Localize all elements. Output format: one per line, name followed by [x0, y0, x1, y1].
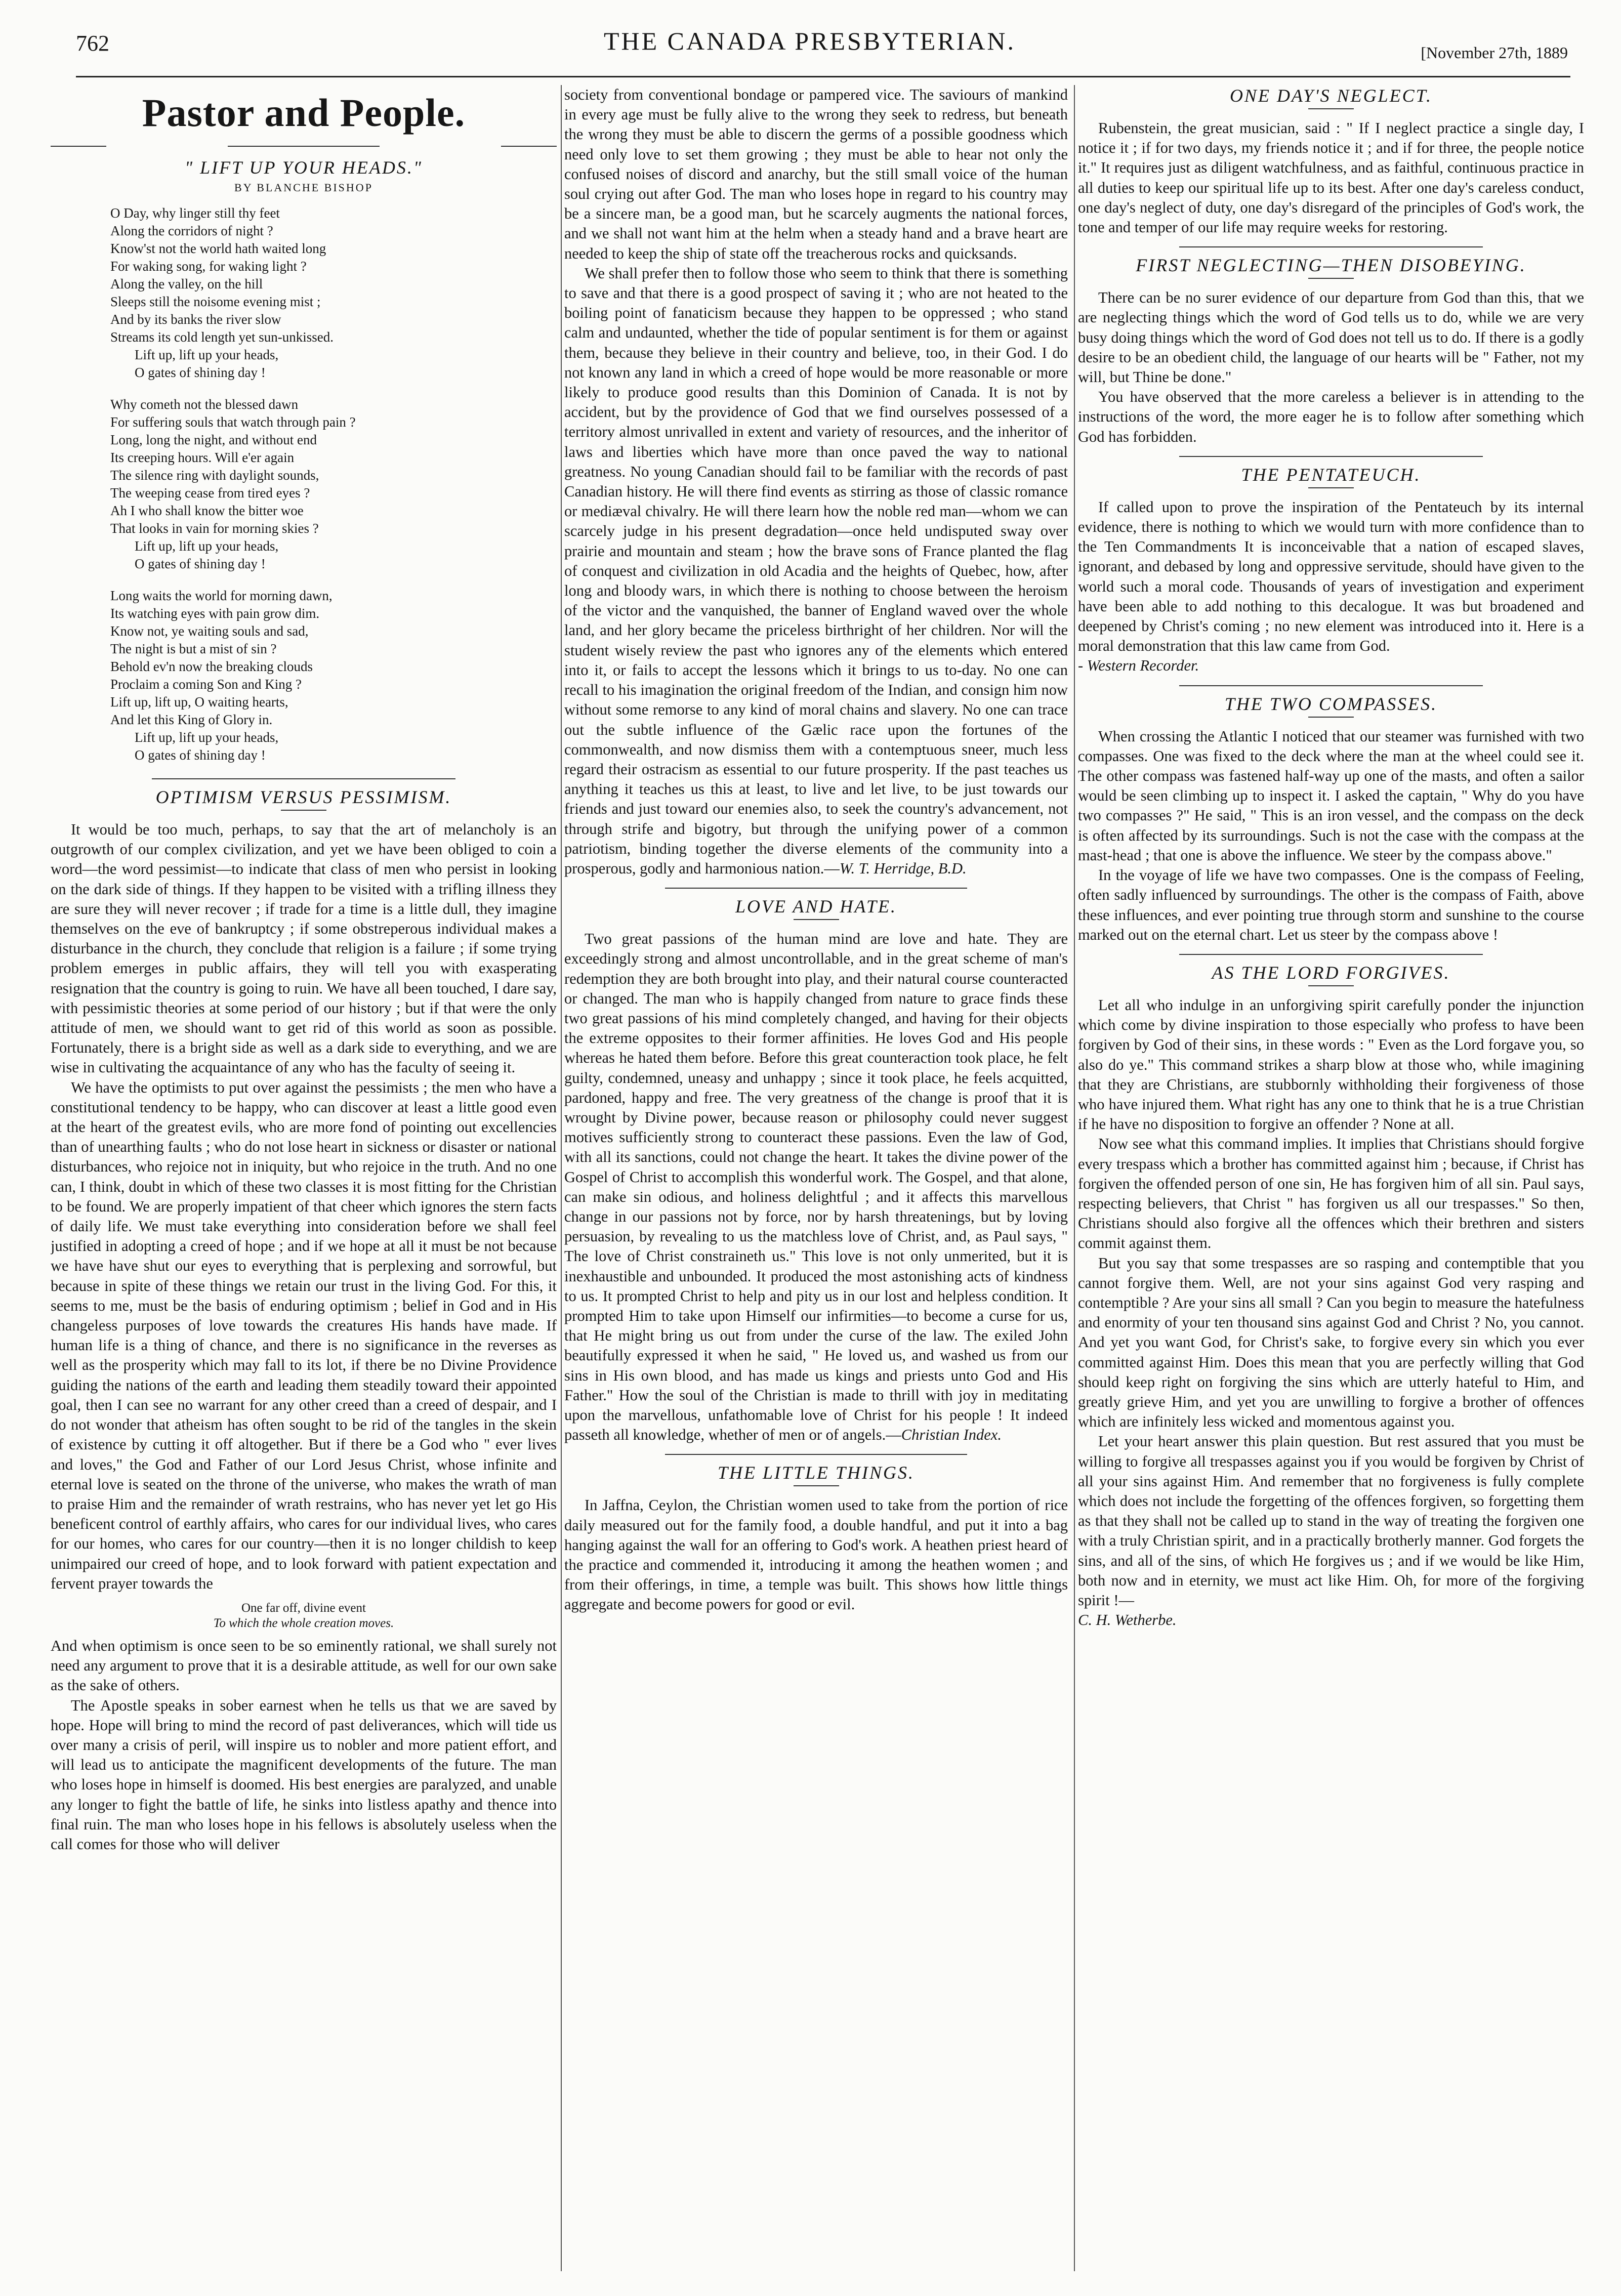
poem-line: Its creeping hours. Will e'er again: [110, 450, 295, 465]
paragraph: It would be too much, perhaps, to say that the art of melancholy is an outgrowth of our complex civilization, and yet we have been obliged to coin a word—the word pessimist—to indicate that class of men who persist in looking on the dark side of things. If they happen to be visited with a trifling illness they are sure they will never recover ; if trade for a time is a little dull, they imagine themselves on the eve of bankruptcy ; if some obstreperous individual makes a disturbance in the church, they conclude that religion is a failure ; if some trying problem emerges in public affairs, they will tell you with exasperating resignation that the country is going to ruin. We have all been touched, I dare say, with pessimistic theories at some period of our history ; but if that were the only attitude of men, we should want to get rid of this world as soon as possible. Fortunately, there is a bright side as well as a dark side to everything, and we are wise in cultivating the acquaintance of any who has the faculty of seeing it.: [51, 821, 557, 1076]
article-title: ONE DAY'S NEGLECT.: [1229, 86, 1433, 106]
poem-line: And by its banks the river slow: [110, 312, 281, 327]
poem-line: O gates of shining day !: [135, 556, 266, 571]
poem-line: The weeping cease from tired eyes ?: [110, 485, 310, 500]
page-number: 762: [76, 31, 109, 56]
article-body: [51, 820, 557, 1854]
paragraph: The Apostle speaks in sober earnest when he tells us that we are saved by hope. Hope will bring to mind the record of past deliverances, which will tide us over many a crisis of peril, will inspire us to nobler and more patient effort, and will lead us to anticipate the magnificent developments of the future. The man who loses hope in himself is doomed. His best energies are paralyzed, and unable any longer to fight the battle of life, he sinks into listless apathy and thence into final ruin. The man who loses hope in his fellows is absolutely useless when the call comes for those who will deliver: [51, 1696, 557, 1853]
paragraph: Rubenstein, the great musician, said : " If I neglect practice a single day, I notice it ; if for two days, my friends notice it ; and if for three, the people notice it." It requires just as diligent watchfulness, and as faithful, continuous practice in all duties to keep our spiritual life up to its best. After one day's careless conduct, one day's neglect of duty, one day's disregard of the principles of God's work, the tone and temper of our life may require weeks for restoring.: [1078, 119, 1584, 236]
poem-line: The night is but a mist of sin ?: [110, 641, 277, 656]
poem-line: Long, long the night, and without end: [110, 432, 317, 447]
poem-line: Behold ev'n now the breaking clouds: [110, 659, 313, 674]
poem-line: Lift up, lift up your heads,: [135, 538, 279, 554]
article-body: [564, 929, 1068, 1445]
section-rule: [1179, 954, 1483, 955]
issue-date: [November 27th, 1889: [1421, 44, 1568, 62]
title-rule: [1308, 487, 1354, 488]
poem-line: Long waits the world for morning dawn,: [110, 588, 332, 603]
article-body: [1078, 118, 1584, 237]
column-divider: [1074, 85, 1075, 2271]
title-rule: [281, 810, 326, 811]
source-signature: - Western Recorder.: [1078, 657, 1199, 675]
poem-line: That looks in vain for morning skies ?: [110, 521, 319, 536]
quotation: [51, 1601, 557, 1631]
paragraph: But you say that some trespasses are so rasping and contemptible that you cannot forgive them. Well, are not your sins against God very rasping and contemptible ? Are your sins all small ? Can you begin to measure the hatefulness and enormity of your ten thousand sins against God and Christ ? No, you cannot. And yet you want God, for Christ's sake, to forgive every sin which you ever committed against Him. Does this mean that you are perfectly willing that God should keep right on forgiving the sins which are utterly hateful to Him, and greatly grieve Him, and yet you are unwilling to forgive a brother of offences which are infinitely less wicked and momentous against you.: [1078, 1254, 1584, 1431]
column-2: [564, 85, 1068, 2276]
section-rule: [1179, 456, 1483, 457]
column-1: [51, 85, 557, 2276]
author-signature: W. T. Herridge, B.D.: [839, 859, 967, 877]
paragraph: society from conventional bondage or pampered vice. The saviours of mankind in every age must be fully alive to the wrong they seek to redress, but beneath the wrong they must be able to discern the germs of a possible goodness which need only love to set them growing ; they must be able to hear not only the confused noises of discord and anarchy, but the still small voice of the human soul crying out after God. The man who loses hope in regard to his country may be a sincere man, be a good man, but he scarcely augments the national forces, and we shall not want him at the helm when a steady hand and a brave heart are needed to keep the ship of state off the treacherous rocks and quicksands.: [564, 86, 1068, 262]
paragraph: [564, 264, 1068, 879]
paragraph-text: Two great passions of the human mind are love and hate. They are exceedingly strong and almost uncontrollable, and in the great scheme of man's redemption they are both brought into play, and their natural course counteracted or changed. The man who is happily changed from nature to grace finds these two great passions of his mind completely changed, and having for their objects the extreme opposites to their former affinities. He loves God and His people whereas he hated them before. Before this great counteraction took place, he felt guilty, condemned, uneasy and unhappy ; since it took place, he feels acquitted, pardoned, happy and free. The very greatness of the change is proof that it is wrought by Divine power, because reason or philosophy could never suggest motives sufficiently strong to counteract these passions. Even the law of God, with all its sanctions, could not change the heart. It takes the divine power of the Gospel of Christ to accomplish this wonderful work. The Gospel, and that alone, can make sin odious, and holiness delightful ; and it affects this marvellous change in our passions not by force, nor by harsh threatenings, but by loving persuasion, by revealing to us the matchless love of Christ, and, as Paul says, " The love of Christ constraineth us." This love is not only unmerited, but it is inexhaustible and unbounded. It produced the most astonishing acts of kindness to us. It prompted Christ to help and pity us in our lost and helpless condition. It prompted Him to take upon Himself our infirmities—to become a curse for us, that He might bring us out from under the curse of the law. The exiled John beautifully expressed it when he said, " He loved us, and washed us from our sins in His own blood, and has made us kings and priests unto God and His Father." How the soul of the Christian is made to thrill with joy in meditating upon the marvellous, unfathomable love of Christ for his people ! It indeed passeth all knowledge, whether of men or of angels.—: [564, 930, 1068, 1444]
article-title: THE LITTLE THINGS.: [717, 1463, 915, 1483]
poem-line: Streams its cold length yet sun-unkissed.: [110, 329, 334, 345]
poem-line: Proclaim a coming Son and King ?: [110, 677, 302, 692]
poem-line: Lift up, lift up your heads,: [135, 347, 279, 362]
article-body: [1078, 497, 1584, 676]
paragraph: And when optimism is once seen to be so eminently rational, we shall surely not need any argument to prove that it is a desirable attitude, as well for our own sake as the sake of others.: [51, 1637, 557, 1694]
poem-line: Along the corridors of night ?: [110, 223, 273, 238]
poem-body: [110, 204, 557, 764]
article-body: [564, 1495, 1068, 1614]
poem-stanza: [110, 587, 557, 764]
masthead: THE CANADA PRESBYTERIAN.: [603, 27, 1016, 55]
paragraph: If called upon to prove the inspiration of the Pentateuch by its internal evidence, there is nothing to which we would turn with more confidence than to the Ten Commandments It is inconceivable that a nation of escaped slaves, ignorant, and debased by long and oppressive servitude, should have given to the world such a moral code. Thousands of years of investigation and experiment have been able to add nothing to this decalogue. It was but broadened and deepened by Christ's coming ; no new element was introduced into it. Here is a moral demonstration that this law came from God.: [1078, 498, 1584, 655]
title-rule: [1308, 717, 1354, 718]
article-title: THE TWO COMPASSES.: [1224, 693, 1438, 714]
department-rules: [51, 146, 557, 147]
article-title: AS THE LORD FORGIVES.: [1212, 962, 1450, 983]
poem-line: Why cometh not the blessed dawn: [110, 397, 299, 412]
section-rule: [665, 1454, 967, 1455]
paragraph-text: We shall prefer then to follow those who seem to think that there is something to save and that there is a good prospect of saving it ; who are not heated to the boiling point of fanaticism because they happen to be oppressed ; who stand calm and undaunted, whether the tide of popular sentiment is for them or against them, because they believe in their country and believe, too, in their God. I do not known any land in which a creed of hope would be more reasonable or more likely to produce good results than this Dominion of Canada. It is not by accident, but by the providence of God that we find ourselves possessed of a territory almost unrivalled in extent and variety of resources, and the inheritor of laws and liberties which have more than once paved the way to national greatness. No young Canadian should fail to be familiar with the records of past Canadian history. He will there find events as stirring as those of classic romance or mediæval chivalry. He will there learn how the noble red man—whom we can scarcely judge in his present degradation—once held undisputed sway over prairie and mountain and steam ; how the brave sons of France planted the flag of conquest and civilization in old Acadia and the heights of Quebec, how, after long and bloody wars, in which there is nothing to choose between the heroism of the victor and the vanquished, the banner of England waved over the whole land, and her glory became the priceless birthright of her children. Nor will the student wisely review the past who ignores any of the elements which entered into it, or fails to accept the lessons which it brings to us to-day. No one can recall to his imagination the original freedom of the Indian, and consign him now without some remorse to any kind of moral chains and slavery. No one can trace out the subtle influence of the Gælic race upon the fortunes of the commonwealth, and now dismiss them with a contemptuous sneer, much less regard their ostracism as essential to our future prosperity. If the past teaches us anything it teaches us this at least, to live and let live, to be just towards our friends and just toward our enemies also, to seek the country's advancement, not through strife and bigotry, but through the unifying power of a common patriotism, binding together the diverse elements of the community into a prosperous, godly and harmonious nation.—: [564, 264, 1068, 877]
article-title: FIRST NEGLECTING—THEN DISOBEYING.: [1136, 255, 1526, 276]
title-rule: [1308, 985, 1354, 986]
column-divider: [561, 85, 562, 2271]
section-rule: [1179, 246, 1483, 247]
paragraph: Now see what this command implies. It implies that Christians should forgive every trespass which a brother has committed against him ; because, if Christ has forgiven the offended person of one sin, He has forgiven him of all sin. Paul says, respecting believers, that Christ " has forgiven us all our trespasses." So then, Christians should also forgive all the offences which their brethren and sisters commit against them.: [1078, 1135, 1584, 1252]
paragraph: Let all who indulge in an unforgiving spirit carefully ponder the injunction which come by divine inspiration to those especially who profess to have been forgiven by God of their sins, in these words : " Even as the Lord forgave you, so also do ye." This command strikes a sharp blow at those who, while imagining that they are Christians, are stubbornly withholding their forgiveness of those who have injured them. What right has any one to think that he is a true Christian if he have no disposition to forgive an offender ? None at all.: [1078, 996, 1584, 1133]
poem-line: The silence ring with daylight sounds,: [110, 468, 319, 483]
article-title: OPTIMISM VERSUS PESSIMISM.: [155, 787, 452, 807]
article-title: THE PENTATEUCH.: [1241, 464, 1421, 485]
article-body: [1078, 288, 1584, 447]
section-rule: [1179, 685, 1483, 686]
poem-byline: BY BLANCHE BISHOP: [234, 181, 373, 194]
quote-line: To which the whole creation moves.: [213, 1616, 394, 1630]
paragraph: There can be no surer evidence of our departure from God than this, that we are neglecting things which the word of God tells us to do, while we are very busy doing things which the word of God does not tell us to do. If there is a godly desire to be an obedient child, the language of our hearts will be " Father, not my will, but Thine be done.": [1078, 289, 1584, 386]
poem-line: Sleeps still the noisome evening mist ;: [110, 294, 321, 309]
article-body: [1078, 727, 1584, 945]
poem-line: For waking song, for waking light ?: [110, 259, 307, 274]
header-rule: [76, 76, 1570, 77]
department-title: Pastor and People.: [142, 91, 466, 135]
poem-line: Know not, ye waiting souls and sad,: [110, 623, 309, 639]
paragraph: When crossing the Atlantic I noticed that our steamer was furnished with two compasses. One was fixed to the deck where the man at the wheel could see it. The other compass was fastened half-way up one of the masts, and often a sailor would be seen climbing up to inspect it. I asked the captain, " Why do you have two compasses ?" He said, " This is an iron vessel, and the compass on the deck is often affected by its surroundings. Such is not the case with the compass at the mast-head ; that one is above the influence. We steer by the compass above.": [1078, 727, 1584, 864]
paragraph: In the voyage of life we have two compasses. One is the compass of Feeling, often sadly influenced by surroundings. The other is the compass of Faith, above these influences, and ever pointing true through storm and sunshine to the course marked out on the eternal chart. Let us steer by the compass above !: [1078, 866, 1584, 943]
poem-line: Know'st not the world hath waited long: [110, 241, 326, 256]
paragraph: [564, 929, 1068, 1445]
poem-line: O gates of shining day !: [135, 747, 266, 763]
poem-line: Its watching eyes with pain grow dim.: [110, 606, 320, 621]
section-rule: [152, 778, 455, 779]
article-body-continued: [564, 85, 1068, 879]
title-rule: [794, 919, 839, 920]
paragraph: In Jaffna, Ceylon, the Christian women used to take from the portion of rice daily measured out for the family food, a double handful, and put it into a bag hanging against the wall for an offering to God's work. A heathen priest heard of the practice and commended it, introducing it among the heathen women ; and from their offerings, in time, a temple was built. This shows how little things aggregate and become powers for good or evil.: [564, 1496, 1068, 1613]
poem-line: Lift up, lift up your heads,: [135, 730, 279, 745]
quote-line: One far off, divine event: [241, 1601, 366, 1615]
source-signature: Christian Index.: [901, 1426, 1002, 1444]
poem-line: And let this King of Glory in.: [110, 712, 273, 727]
author-signature: C. H. Wetherbe.: [1078, 1611, 1177, 1629]
title-rule: [794, 1485, 839, 1486]
poem-stanza: [110, 204, 557, 382]
paragraph: We have the optimists to put over against the pessimists ; the men who have a constitutional tendency to be happy, who can discover at least a little good even at the heart of the greatest evils, who are more fond of pointing out excellencies than of unearthing faults ; who do not lose heart in sickness or disaster or national disturbances, who rejoice not in iniquity, but who rejoice in the truth. And no one can, I think, doubt in which of these two classes it is most fitting for the Christian to be found. We are properly impatient of that cheer which ignores the stern facts of daily life. We must take everything into consideration before we shall feel justified in adopting a creed of hope ; and if we hope at all it must be not because we have have shut our eyes to everything that is perplexing and sorrowful, but because in spite of these things we retain our trust in the living God. For this, it seems to me, must be the basis of enduring optimism ; belief in God and in His changeless purposes of love towards the creatures His hands have made. If human life is a thing of chance, and there is no significance in the reverses as well as the prosperity which may fall to its lot, if there be no Divine Providence guiding the nations of the earth and leading them steadily toward their appointed goal, then I can see no warrant for any other creed than a creed of despair, and I do not wonder that atheism has often sought to be rid of the tangles in the skein of existence by cutting it off altogether. But if there be a God who " ever lives and loves," the God and Father of our Lord Jesus Christ, whose infinite and eternal love is seated on the throne of the universe, who makes the wrath of man to praise Him and the remainder of wrath restrains, who has never yet let go His beneficent control of earthly affairs, who cares for our individual lives, who cares for our homes, who cares for our country—then it is no longer childish to keep unimpaired our creed of hope, and to look forward with patient expectation and fervent prayer towards the: [51, 1078, 557, 1592]
column-3: [1078, 85, 1584, 2276]
poem-line: For suffering souls that watch through pain ?: [110, 414, 356, 430]
poem-line: Lift up, lift up, O waiting hearts,: [110, 694, 288, 709]
poem-line: O Day, why linger still thy feet: [110, 205, 280, 221]
title-rule: [1308, 278, 1354, 279]
title-rule: [1308, 108, 1354, 109]
poem-line: Along the valley, on the hill: [110, 276, 263, 291]
paragraph: You have observed that the more careless a believer is in attending to the instructions of the word, the more eager he is to follow after something which God has forbidden.: [1078, 388, 1584, 445]
section-rule: [665, 888, 967, 889]
article-title: LOVE AND HATE.: [735, 896, 897, 917]
poem-stanza: [110, 396, 557, 573]
poem-title: " LIFT UP YOUR HEADS.": [185, 157, 423, 178]
poem-line: Ah I who shall know the bitter woe: [110, 503, 304, 518]
paragraph: Let your heart answer this plain question. But rest assured that you must be willing to forgive all trespasses against you if you would be forgiven by Christ of all your sins against Him. And remember that no forgiveness is fully complete which does not include the forgetting of the offences forgiven, so forgetting them as that they shall not be called up to stand in the way of treating the forgiven one with a truly Christian spirit, and in a practically brotherly manner. God forgets the sins, and all of the sins, of which He forgives us ; and if we would be like Him, both now and in eternity, we must act like Him. Oh, for more of the forgiving spirit !—: [1078, 1433, 1584, 1609]
article-body: [1078, 995, 1584, 1631]
poem-line: O gates of shining day !: [135, 365, 266, 380]
